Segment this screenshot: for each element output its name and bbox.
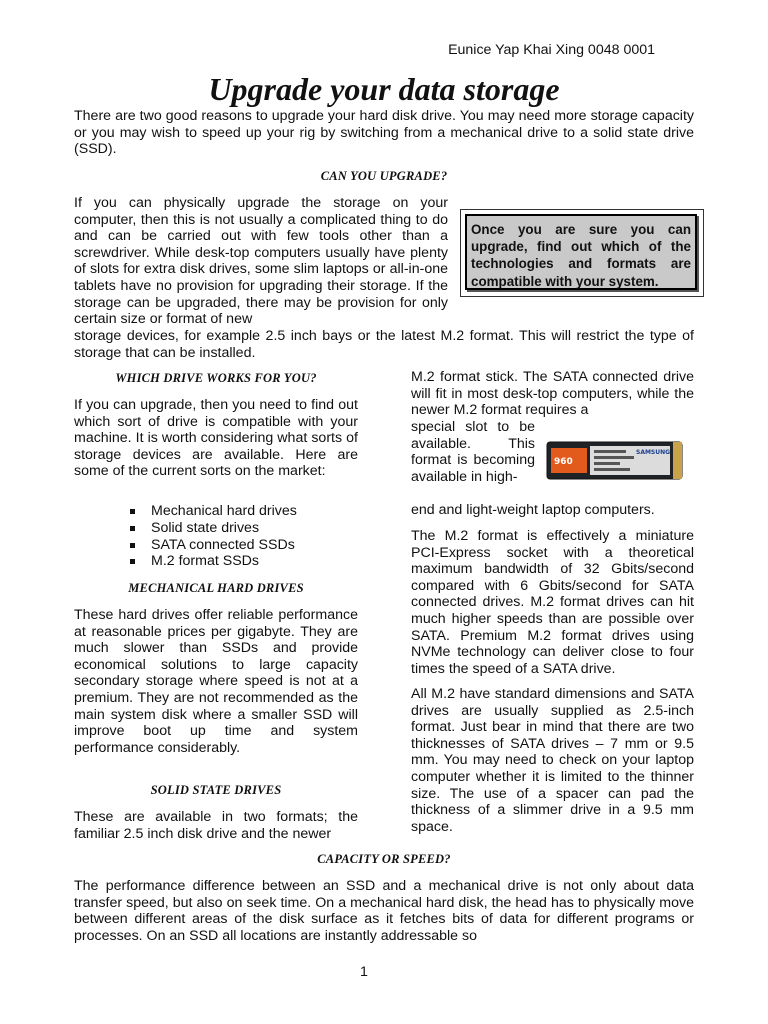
m2-paragraph-top: M.2 format stick. The SATA connected drive will fit in most desk-top computers, while the newer M.2 format requires a [411,369,694,419]
m2-bandwidth-paragraph: The M.2 format is effectively a miniature PCI-Express socket with a theoretical maximum bandwidth of 32 Gbits/second compared with 6 Gbits/second for SATA connected drives. M.2 format drives can hit much higher speeds than are possible over SATA. Premium M.2 format drives using NVMe technology can deliver close to four times the speed of a SATA drive. [411,528,694,677]
m2-paragraph-end: end and light-weight laptop computers. [411,502,655,518]
author-line: Eunice Yap Khai Xing 0048 0001 [448,42,655,58]
heading-solid-state: SOLID STATE DRIVES [150,783,282,797]
mechanical-paragraph: These hard drives offer reliable performance at reasonable prices per gigabyte. They are much slower than SSDs and provide economical solutions to large capacity secondary storage where speed is not at a premium. They are not recommended as the main system disk where a smaller SSD will improve boot up time and system performance considerably. [74,607,358,756]
callout-box [460,209,704,297]
which-drive-paragraph: If you can upgrade, then you need to find out which sort of drive is compatible with your machine. It is worth considering what sorts of storage devices are available. Here are some of the current sorts on the market: [74,397,358,480]
solid-state-paragraph: These are available in two formats; the familiar 2.5 inch disk drive and the newer [74,809,358,842]
capacity-paragraph: The performance difference between an SSD and a mechanical drive is not only about data transfer speed, but also on seek time. On a mechanical hard disk, the head has to physically move between different areas of the disk surface as it fetches bits of data for different programs or processes. On an SSD all locations are instantly addressable so [74,878,694,944]
intro-paragraph: There are two good reasons to upgrade your hard disk drive. You may need more storage capacity or you may wish to speed up your rig by switching from a mechanical drive to a solid state drive (SSD). [74,108,694,158]
drive-type-list [128,503,358,570]
m2-ssd-image [546,439,683,482]
list-item: M.2 format SSDs [128,553,358,570]
page-title: Upgrade your data storage [208,71,560,107]
callout-text: Once you are sure you can upgrade, find out which of the technologies and formats are compatible with your system. [465,214,697,290]
list-item: Mechanical hard drives [128,503,358,520]
list-item: Solid state drives [128,520,358,537]
heading-mechanical: MECHANICAL HARD DRIVES [128,581,304,595]
image-brand-text: SAMSUNG [636,449,671,456]
can-upgrade-paragraph: If you can physically upgrade the storage on your computer, then this is not usually a complicated thing to do and can be carried out with few tools other than a screwdriver. While desk-top computers usually have plenty of slots for extra disk drives, some slim laptops or all-in-one tablets have no provision for upgrading their storage. If the storage can be upgraded, there may be provision for only certain size or format of new [74,195,448,328]
heading-can-you-upgrade: CAN YOU UPGRADE? [320,169,448,183]
m2-paragraph-narrow: special slot to be available. This format is becoming available in high- [411,419,535,485]
heading-capacity-speed: CAPACITY OR SPEED? [317,852,451,866]
list-item: SATA connected SSDs [128,537,358,554]
heading-which-drive: WHICH DRIVE WORKS FOR YOU? [115,371,317,385]
m2-dimensions-paragraph: All M.2 have standard dimensions and SATA drives are usually supplied as 2.5-inch format. Just bear in mind that there are two thicknesses of SATA drives – 7 mm or 9.5 mm. You may need to check on your laptop computer whether it is limited to the thinner size. The use of a spacer can pad the thickness of a slimmer drive in a 9.5 mm space. [411,686,694,835]
can-upgrade-paragraph-cont: storage devices, for example 2.5 inch bays or the latest M.2 format. This will restrict the type of storage that can be installed. [74,328,694,361]
svg-text:960: 960 [554,457,573,467]
page-number: 1 [360,964,368,980]
